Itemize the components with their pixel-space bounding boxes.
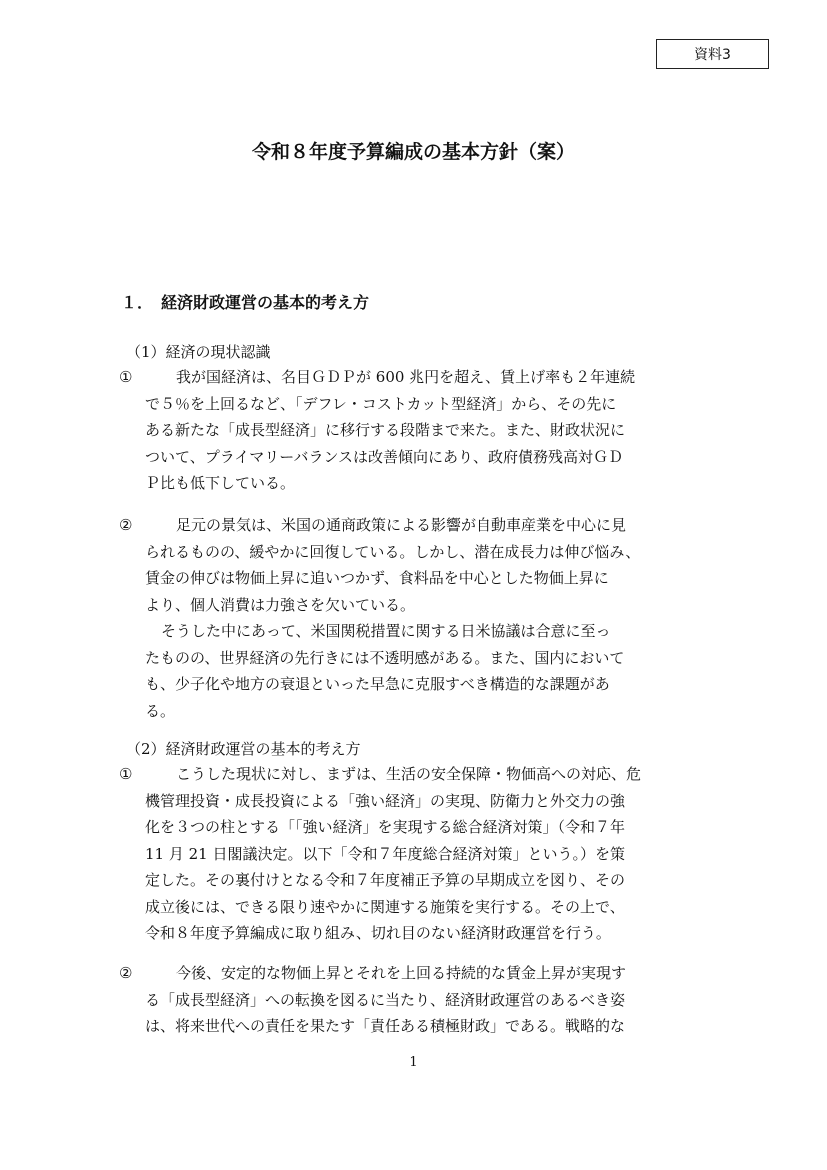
paragraph-line: 成立後には、できる限り速やかに関連する施策を実行する。その上で、 xyxy=(145,897,625,916)
section-heading-1: １． 経済財政運営の基本的考え方 xyxy=(121,293,370,312)
paragraph-1 xyxy=(119,364,711,497)
paragraph-line: 足元の景気は、米国の通商政策による影響が自動車産業を中心に見 xyxy=(176,516,627,534)
paragraph-line: こうした現状に対し、まずは、生活の安全保障・物価高への対応、危 xyxy=(176,765,642,783)
paragraph-line: ついて、プライマリーバランスは改善傾向にあり、政府債務残高対ＧＤ xyxy=(145,447,624,466)
document-title: 令和８年度予算編成の基本方針（案） xyxy=(251,141,575,163)
paragraph-line: 定した。その裏付けとなる令和７年度補正予算の早期成立を図り、その xyxy=(145,871,626,889)
paragraph-number: ② xyxy=(119,964,133,982)
paragraph-number: ② xyxy=(119,516,133,534)
paragraph-line: は、将来世代への責任を果たす「責任ある積極財政」である。戦略的な xyxy=(145,1017,626,1035)
paragraph-line: る。 xyxy=(145,701,176,720)
paragraph-number: ① xyxy=(119,368,133,386)
paragraph-line: 機管理投資・成長投資による「強い経済」の実現、防衛力と外交力の強 xyxy=(145,791,626,810)
paragraph-line: 今後、安定的な物価上昇とそれを上回る持続的な賃金上昇が実現す xyxy=(176,964,627,982)
paragraph-number: ① xyxy=(119,765,133,783)
page-number: 1 xyxy=(409,1055,418,1070)
paragraph-line: る「成長型経済」への転換を図るに当たり、経済財政運営のあるべき姿 xyxy=(145,990,626,1009)
paragraph-line: 令和８年度予算編成に取り組み、切れ目のない経済財政運営を行う。 xyxy=(145,924,611,942)
paragraph-line: 我が国経済は、名目ＧＤＰが 600 兆円を超え、賃上げ率も２年連続 xyxy=(176,368,636,386)
document-tag: 資料3 xyxy=(656,39,769,69)
paragraph-line: Ｐ比も低下している。 xyxy=(145,474,296,492)
paragraph-4 xyxy=(119,960,711,1040)
paragraph-line: 11 月 21 日閣議決定。以下「令和７年度総合経済対策」という。）を策 xyxy=(145,844,625,863)
paragraph-line: で５％を上回るなど、「デフレ・コストカット型経済」から、その先に xyxy=(145,394,617,413)
paragraph-line: 化を３つの柱とする「「強い経済」を実現する総合経済対策」（令和７年 xyxy=(145,818,626,836)
paragraph-line: たものの、世界経済の先行きには不透明感がある。また、国内において xyxy=(145,648,625,667)
paragraph-line: 賃金の伸びは物価上昇に追いつかず、食料品を中心とした物価上昇に xyxy=(145,569,609,587)
paragraph-line: も、少子化や地方の衰退といった早急に克服すべき構造的な課題があ xyxy=(145,675,610,693)
paragraph-line: そうした中にあって、米国関税措置に関する日米協議は合意に至っ xyxy=(161,622,611,640)
paragraph-line: より、個人消費は力強さを欠いている。 xyxy=(145,595,416,614)
paragraph-line: られるものの、緩やかに回復している。しかし、潜在成長力は伸び悩み、 xyxy=(145,542,641,561)
paragraph-3 xyxy=(119,761,711,947)
subheading-2: （2）経済財政運営の基本的考え方 xyxy=(126,740,361,758)
paragraph-line: ある新たな「成長型経済」に移行する段階まで来た。また、財政状況に xyxy=(145,421,626,439)
paragraph-2 xyxy=(119,512,711,724)
subheading-1: （1）経済の現状認識 xyxy=(126,343,271,361)
